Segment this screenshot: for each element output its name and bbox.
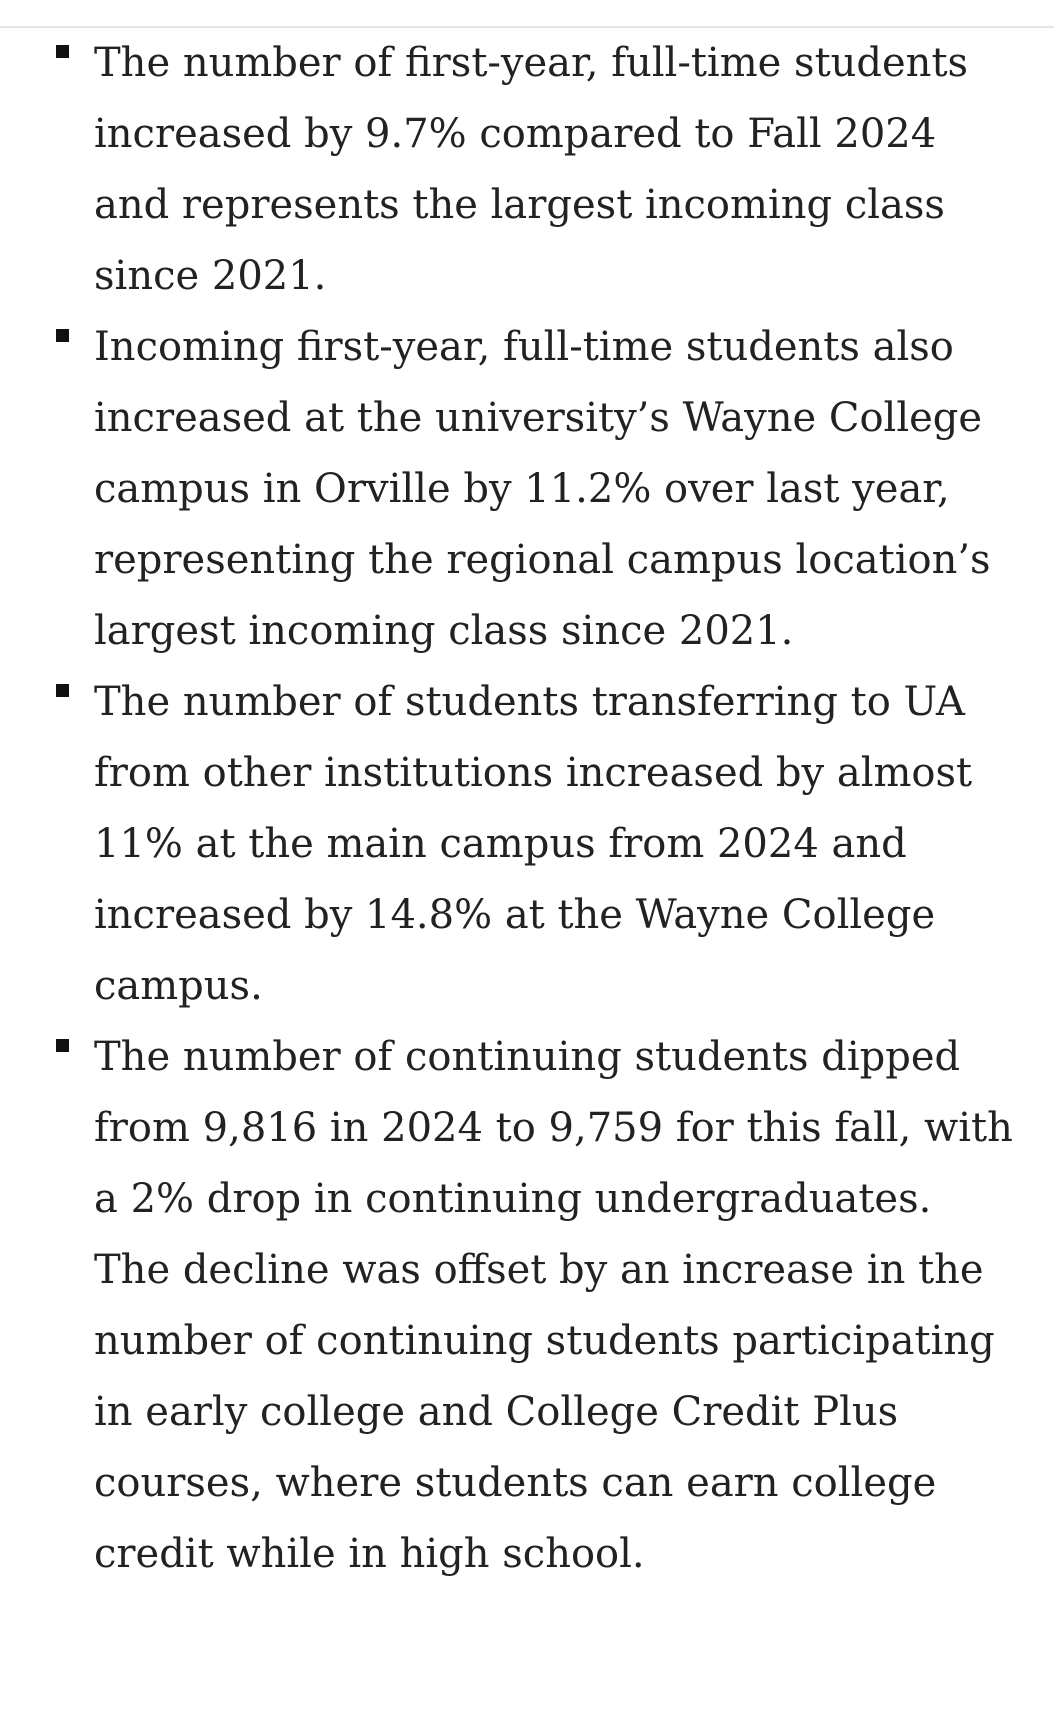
list-item: [94, 28, 1014, 312]
square-bullet-icon: [56, 329, 69, 342]
list-item: [94, 667, 1014, 1022]
top-divider: [0, 0, 1054, 28]
bullet-list: [0, 28, 1014, 1590]
square-bullet-icon: [56, 684, 69, 697]
article-body: [0, 28, 1054, 1590]
list-item-text: The number of continuing students dipped from 9,816 in 2024 to 9,759 for this fall, with a 2% drop in continuing undergraduates. The decline was offset by an increase in the number of continuing students participating in early college and College Credit Plus courses, where students can earn college credit while in high school.: [94, 1034, 1013, 1577]
square-bullet-icon: [56, 1039, 69, 1052]
list-item: [94, 312, 1014, 667]
list-item-text: The number of students transferring to UA from other institutions increased by almost 11% at the main campus from 2024 and increased by 14.8% at the Wayne College campus.: [94, 679, 973, 1009]
square-bullet-icon: [56, 45, 69, 58]
list-item-text: The number of first-year, full-time students increased by 9.7% compared to Fall 2024 and represents the largest incoming class since 2021.: [94, 40, 969, 299]
list-item-text: Incoming first-year, full-time students also increased at the university’s Wayne College campus in Orville by 11.2% over last year, representing the regional campus location’s largest incoming class since 2021.: [94, 324, 991, 654]
list-item: [94, 1022, 1014, 1590]
